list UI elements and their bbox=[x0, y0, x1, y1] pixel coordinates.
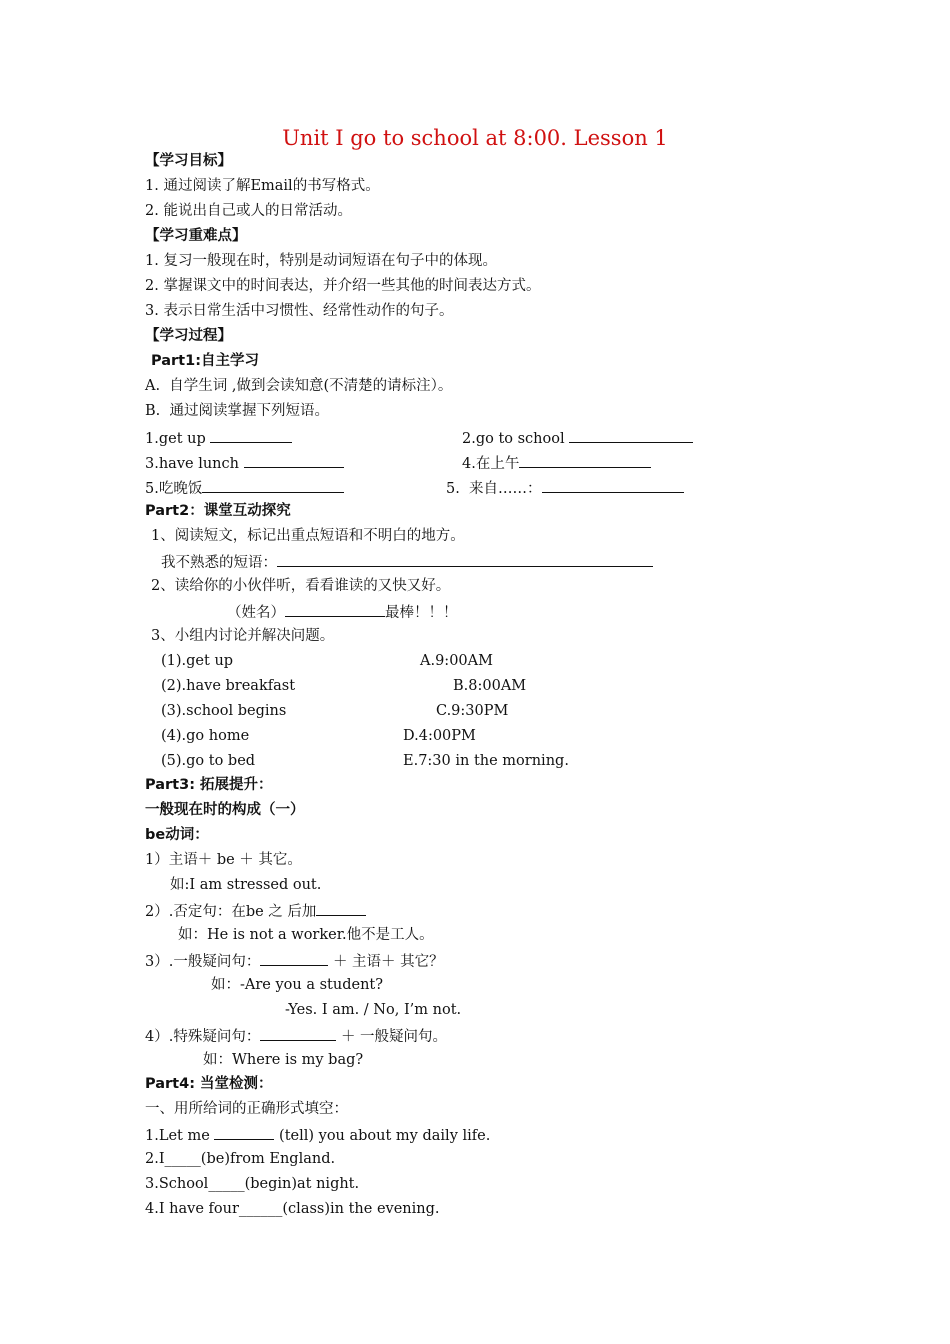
part2-heading: Part2：课堂互动探究 bbox=[145, 503, 291, 519]
part3-subheading: 一般现在时的构成（一） bbox=[145, 802, 305, 818]
blank-line[interactable] bbox=[277, 551, 653, 567]
match-left: (4).go home bbox=[161, 728, 250, 744]
blank-line[interactable] bbox=[214, 1124, 274, 1140]
phrase-6: 5. 来自……： bbox=[446, 481, 542, 497]
question-1-pre: 1.Let me bbox=[145, 1128, 215, 1144]
match-left: (5).go to bed bbox=[161, 753, 256, 769]
rule-3-example-1: 如：-Are you a student? bbox=[211, 977, 384, 993]
phrase-row bbox=[145, 477, 344, 499]
rule-3-post: ＋ 主语＋ 其它？ bbox=[328, 954, 444, 970]
rule-3 bbox=[145, 950, 444, 972]
name-label: （姓名） bbox=[227, 605, 285, 621]
rule-2 bbox=[145, 900, 366, 922]
blank-line[interactable] bbox=[210, 427, 292, 443]
unfamiliar-label: 我不熟悉的短语： bbox=[161, 555, 277, 571]
question-3: 3.School_____(begin)at night. bbox=[145, 1176, 360, 1192]
goals-heading: 【学习目标】 bbox=[145, 153, 232, 169]
phrase-row bbox=[145, 427, 292, 449]
blank-line[interactable] bbox=[260, 950, 328, 966]
rule-2-text: 2）.否定句：在be 之 后加 bbox=[145, 904, 317, 920]
phrase-1: 1.get up bbox=[145, 431, 206, 447]
part4-subheading: 一、用所给词的正确形式填空： bbox=[145, 1101, 348, 1117]
match-left: (1).get up bbox=[161, 653, 234, 669]
best-label: 最棒！！！ bbox=[385, 605, 458, 621]
rule-4-example: 如：Where is my bag? bbox=[203, 1052, 364, 1068]
difficulty-item: 2. 掌握课文中的时间表达，并介绍一些其他的时间表达方式。 bbox=[145, 278, 541, 294]
blank-line[interactable] bbox=[202, 477, 344, 493]
difficulty-item: 3. 表示日常生活中习惯性、经常性动作的句子。 bbox=[145, 303, 454, 319]
page-title: Unit I go to school at 8:00. Lesson 1 bbox=[282, 126, 668, 150]
rule-4 bbox=[145, 1025, 447, 1047]
blank-line[interactable] bbox=[316, 900, 366, 916]
match-right: E.7:30 in the morning. bbox=[403, 753, 569, 769]
goal-item: 2. 能说出自己或人的日常活动。 bbox=[145, 203, 352, 219]
part2-step3: 3、小组内讨论并解决问题。 bbox=[151, 628, 335, 644]
match-right: A.9:00AM bbox=[420, 653, 493, 669]
part3-heading: Part3: 拓展提升： bbox=[145, 777, 273, 793]
rule-3-pre: 3）.一般疑问句： bbox=[145, 954, 261, 970]
blank-line[interactable] bbox=[569, 427, 693, 443]
rule-3-example-2: -Yes. I am. / No, I’m not. bbox=[285, 1002, 462, 1018]
question-1 bbox=[145, 1124, 490, 1146]
part2-step1: 1、阅读短文，标记出重点短语和不明白的地方。 bbox=[151, 528, 465, 544]
difficulties-heading: 【学习重难点】 bbox=[145, 228, 247, 244]
phrase-2: 2.go to school bbox=[462, 431, 565, 447]
part2-step1b bbox=[161, 551, 653, 573]
rule-2-example: 如：He is not a worker.他不是工人。 bbox=[178, 927, 434, 943]
difficulty-item: 1. 复习一般现在时，特别是动词短语在句子中的体现。 bbox=[145, 253, 497, 269]
rule-4-pre: 4）.特殊疑问句： bbox=[145, 1029, 261, 1045]
rule-4-post: ＋ 一般疑问句。 bbox=[336, 1029, 448, 1045]
question-1-post: (tell) you about my daily life. bbox=[274, 1128, 491, 1144]
part1-heading: Part1:自主学习 bbox=[151, 353, 259, 369]
phrase-3: 3.have lunch bbox=[145, 456, 239, 472]
process-heading: 【学习过程】 bbox=[145, 328, 232, 344]
match-right: C.9:30PM bbox=[436, 703, 509, 719]
part4-heading: Part4: 当堂检测： bbox=[145, 1076, 273, 1092]
phrase-row bbox=[145, 452, 344, 474]
rule-1-example: 如:I am stressed out. bbox=[170, 877, 322, 893]
phrase-row bbox=[462, 452, 651, 474]
question-4: 4.I have four______(class)in the evening. bbox=[145, 1201, 440, 1217]
part1-a: A. 自学生词 ,做到会读知意(不清楚的请标注）。 bbox=[145, 378, 453, 394]
match-right: D.4:00PM bbox=[403, 728, 476, 744]
phrase-row bbox=[462, 427, 693, 449]
part2-step2: 2、读给你的小伙伴听，看看谁读的又快又好。 bbox=[151, 578, 451, 594]
question-2: 2.I_____(be)from England. bbox=[145, 1151, 336, 1167]
blank-line[interactable] bbox=[285, 601, 385, 617]
blank-line[interactable] bbox=[542, 477, 684, 493]
blank-line[interactable] bbox=[519, 452, 651, 468]
phrase-4: 4.在上午 bbox=[462, 456, 520, 472]
part1-b: B. 通过阅读掌握下列短语。 bbox=[145, 403, 329, 419]
phrase-row bbox=[446, 477, 684, 499]
rule-1: 1）主语＋ be ＋ 其它。 bbox=[145, 852, 302, 868]
match-left: (2).have breakfast bbox=[161, 678, 296, 694]
match-right: B.8:00AM bbox=[453, 678, 527, 694]
phrase-5: 5.吃晚饭 bbox=[145, 481, 203, 497]
be-verb-heading: be动词： bbox=[145, 827, 209, 843]
goal-item: 1. 通过阅读了解Email的书写格式。 bbox=[145, 178, 380, 194]
blank-line[interactable] bbox=[244, 452, 344, 468]
blank-line[interactable] bbox=[260, 1025, 336, 1041]
part2-step2b bbox=[227, 601, 458, 623]
match-left: (3).school begins bbox=[161, 703, 287, 719]
